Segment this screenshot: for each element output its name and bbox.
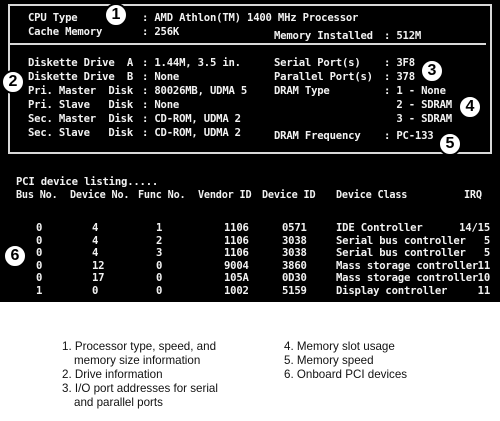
pci-cell-device-class: Mass storage controller [336, 259, 479, 272]
caption-line: and parallel ports [74, 396, 163, 409]
drive-value: : CD-ROM, UDMA 2 [142, 113, 241, 125]
pci-header-vendor-id: Vendor ID [198, 190, 252, 201]
drive-value: : 1.44M, 3.5 in. [142, 57, 241, 69]
pci-cell-vendor-id: 1002 [224, 285, 249, 297]
pci-cell-irq: 11 [477, 285, 490, 297]
pci-header-func: Func No. [138, 190, 186, 201]
pci-header-device-class: Device Class [336, 190, 408, 201]
pci-cell-vendor-id: 1106 [224, 222, 249, 234]
drive-label: Pri. Slave Disk [28, 99, 134, 111]
pci-cell-bus-no: 0 [36, 222, 43, 234]
cpu-type-value: : AMD Athlon(TM) 1400 MHz Processor [142, 12, 359, 24]
caption-line: 5. Memory speed [284, 354, 374, 367]
caption-line: 1. Processor type, speed, and [62, 340, 217, 353]
pci-cell-device-class: IDE Controller [336, 222, 423, 234]
pci-cell-device-no: 17 [92, 272, 105, 285]
dram-type-label: DRAM Type [274, 85, 330, 97]
callout-3: 3 [420, 59, 444, 83]
serial-ports-label: Serial Port(s) [274, 57, 361, 69]
caption-line: 6. Onboard PCI devices [284, 368, 408, 381]
memory-installed-value: : 512M [384, 30, 422, 42]
callout-1: 1 [104, 3, 128, 27]
pci-cell-bus-no: 1 [36, 285, 43, 297]
pci-cell-vendor-id: 9004 [224, 259, 249, 272]
pci-cell-device-class: Display controller [336, 285, 448, 297]
serial-ports-value: : 3F8 [384, 57, 415, 69]
pci-cell-device-no: 4 [92, 222, 99, 234]
pci-header-device: Device No. [70, 190, 130, 201]
pci-cell-device-id: 0D30 [282, 272, 307, 285]
pci-cell-device-no: 12 [92, 259, 105, 272]
callout-5: 5 [438, 132, 462, 156]
caption-right [284, 340, 407, 382]
caption-line: memory size information [74, 354, 201, 367]
dram-slot: : 1 - None [384, 85, 446, 97]
summary-divider [10, 43, 486, 45]
pci-cell-bus-no: 0 [36, 234, 43, 247]
pci-cell-vendor-id: 105A [224, 272, 249, 285]
dram-frequency-value: : PC-133 [384, 130, 434, 142]
drive-value: : 80026MB, UDMA 5 [142, 85, 248, 97]
dram-frequency-label: DRAM Frequency [274, 130, 361, 142]
pci-cell-irq: 5 [483, 234, 490, 247]
pci-cell-irq: 14/15 [459, 222, 490, 234]
pci-cell-irq: 11 [477, 259, 490, 272]
cpu-type-label: CPU Type [28, 12, 78, 24]
pci-cell-device-id: 3038 [282, 247, 307, 260]
drive-value: : CD-ROM, UDMA 2 [142, 127, 241, 139]
cache-memory-value: : 256K [142, 26, 180, 38]
caption-line: 3. I/O port addresses for serial [62, 382, 218, 395]
drive-label: Sec. Master Disk [28, 113, 134, 125]
pci-cell-device-id: 5159 [282, 285, 307, 297]
pci-cell-vendor-id: 1106 [224, 234, 249, 247]
drive-value: : None [142, 99, 180, 111]
parallel-ports-label: Parallel Port(s) [274, 71, 373, 83]
pci-title: PCI device listing..... [16, 176, 159, 188]
pci-cell-func-no: 2 [156, 234, 163, 247]
callout-6: 6 [3, 244, 27, 268]
dram-slot: 2 - SDRAM [384, 99, 452, 111]
drive-label: Diskette Drive A [28, 57, 134, 69]
pci-cell-func-no: 0 [156, 259, 163, 272]
memory-installed-label: Memory Installed [274, 30, 373, 42]
caption-line: 2. Drive information [62, 368, 163, 381]
pci-header-irq: IRQ [464, 190, 482, 201]
drive-label: Pri. Master Disk [28, 85, 134, 97]
pci-cell-vendor-id: 1106 [224, 247, 249, 260]
pci-cell-device-no: 4 [92, 234, 99, 247]
caption-left [62, 340, 218, 410]
pci-cell-device-no: 0 [92, 285, 99, 297]
pci-header-device-id: Device ID [262, 190, 316, 201]
callout-2: 2 [1, 70, 25, 94]
pci-cell-device-no: 4 [92, 247, 99, 260]
pci-cell-device-id: 0571 [282, 222, 307, 234]
pci-cell-device-class: Serial bus controller [336, 247, 466, 260]
pci-cell-device-id: 3860 [282, 259, 307, 272]
drive-label: Diskette Drive B [28, 71, 134, 83]
dram-slot: 3 - SDRAM [384, 113, 452, 125]
drive-label: Sec. Slave Disk [28, 127, 134, 139]
pci-cell-device-id: 3038 [282, 234, 307, 247]
pci-cell-bus-no: 0 [36, 272, 43, 285]
drive-value: : None [142, 71, 180, 83]
pci-cell-bus-no: 0 [36, 247, 43, 260]
pci-cell-func-no: 0 [156, 272, 163, 285]
caption-line: 4. Memory slot usage [284, 340, 395, 353]
pci-header-bus: Bus No. [16, 190, 58, 201]
cache-memory-label: Cache Memory [28, 26, 103, 38]
pci-cell-irq: 5 [483, 247, 490, 260]
pci-cell-device-class: Serial bus controller [336, 234, 466, 247]
pci-cell-func-no: 1 [156, 222, 163, 234]
pci-cell-func-no: 0 [156, 285, 163, 297]
pci-cell-device-class: Mass storage controller [336, 272, 479, 285]
pci-cell-bus-no: 0 [36, 259, 43, 272]
pci-cell-func-no: 3 [156, 247, 163, 260]
parallel-ports-value: : 378 [384, 71, 415, 83]
callout-4: 4 [458, 95, 482, 119]
pci-cell-irq: 10 [477, 272, 490, 285]
